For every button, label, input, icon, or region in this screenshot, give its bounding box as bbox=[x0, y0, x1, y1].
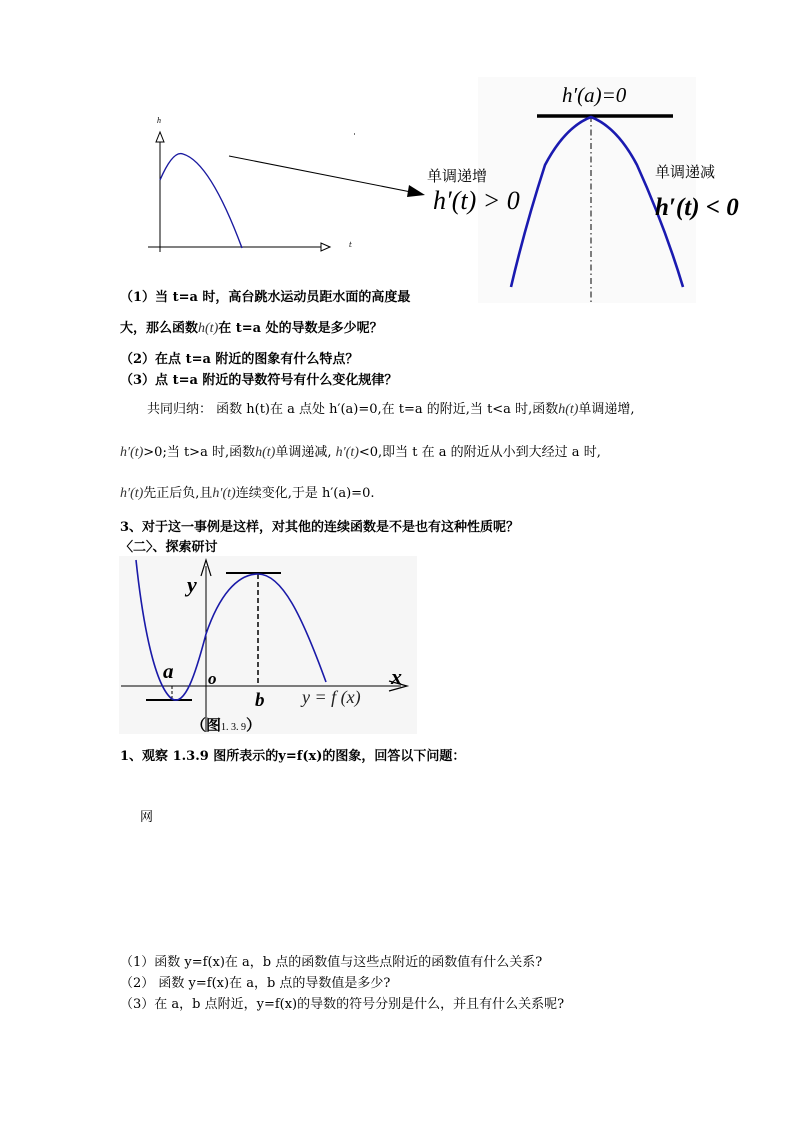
enlarged-curve-figure bbox=[425, 77, 755, 307]
function-figure bbox=[119, 556, 417, 736]
origin-label: o bbox=[208, 669, 217, 688]
observe-instruction: 1、观察 1.3.9 图所表示的y=f(x)的图象，回答以下问题： bbox=[120, 749, 466, 764]
question2-1: （1）函数 y=f(x)在 a，b 点的函数值与这些点附近的函数值有什么关系? bbox=[120, 955, 543, 970]
y-axis-arrow bbox=[156, 132, 164, 142]
summary-2-a: >0;当 t>a 时,函数 bbox=[143, 445, 256, 460]
y-axis-label: h bbox=[157, 116, 161, 125]
question-1a: （1）当 t=a 时，高台跳水运动员距水面的高度最 bbox=[120, 290, 411, 305]
curve-label: y = f (x) bbox=[302, 687, 361, 707]
right-label: 单调递减 bbox=[655, 165, 716, 181]
question2-3: （3）在 a，b 点附近，y=f(x)的导数的符号分别是什么，并且有什么关系呢? bbox=[120, 997, 565, 1012]
stray-dot bbox=[354, 133, 355, 135]
summary-2-func-1: h′(t) bbox=[120, 445, 144, 460]
section-heading: 〈二〉、探索研讨 bbox=[120, 540, 218, 555]
x-axis-t-label: t bbox=[349, 241, 352, 249]
right-formula: h′(t) < 0 bbox=[655, 194, 739, 221]
summary-2-b: 单调递减, bbox=[275, 445, 332, 460]
left-formula: h′(t) > 0 bbox=[433, 186, 520, 215]
question-3: （3）点 t=a 附近的导数符号有什么变化规律？ bbox=[120, 373, 398, 388]
summary-1-prefix: 共同归纳： 函数 h(t)在 a 点处 h′(a)=0,在 t=a 的附近,当 t<a 时,函数 bbox=[147, 402, 559, 417]
figure-caption bbox=[191, 716, 261, 734]
left-label: 单调递增 bbox=[427, 169, 488, 185]
summary-line-3 bbox=[120, 482, 374, 502]
summary-1-func: h(t) bbox=[558, 402, 579, 417]
question2-2: （2） 函数 y=f(x)在 a，b 点的导数值是多少? bbox=[120, 976, 391, 991]
a-label: a bbox=[163, 659, 174, 683]
summary-2-func-3: h′(t) bbox=[335, 445, 359, 460]
caption-number: 1. 3. 9 bbox=[221, 722, 247, 733]
pointing-arrow bbox=[225, 150, 435, 210]
question-1b bbox=[120, 317, 383, 337]
top-label: h′(a)=0 bbox=[562, 83, 627, 107]
caption-open: （图 bbox=[191, 718, 222, 734]
summary-1-suffix: 单调递增, bbox=[578, 402, 635, 417]
summary-3-func-1: h′(t) bbox=[120, 486, 144, 501]
summary-3-a: 先正后负,且 bbox=[143, 486, 213, 501]
x-label: x bbox=[391, 664, 402, 689]
question-1b-func: h(t) bbox=[198, 321, 219, 336]
b-label: b bbox=[255, 690, 265, 711]
x-axis-arrow bbox=[321, 243, 330, 251]
caption-close: ） bbox=[246, 718, 262, 734]
stray-character: 网 bbox=[140, 810, 154, 825]
summary-line-1 bbox=[147, 398, 635, 418]
summary-2-c: <0,即当 t 在 a 的附近从小到大经过 a 时, bbox=[358, 445, 601, 460]
summary-3-b: 连续变化,于是 h′(a)=0. bbox=[235, 486, 375, 501]
question-1b-suffix: 在 t=a 处的导数是多少呢？ bbox=[218, 321, 383, 336]
question-1b-prefix: 大，那么函数 bbox=[120, 321, 199, 336]
summary-3-func-2: h′(t) bbox=[212, 486, 236, 501]
y-label: y bbox=[187, 572, 197, 597]
question-2: （2）在点 t=a 附近的图象有什么特点？ bbox=[120, 352, 359, 367]
summary-line-2 bbox=[120, 441, 601, 461]
item-3: 3、对于这一事例是这样，对其他的连续函数是不是也有这种性质呢？ bbox=[120, 520, 520, 535]
summary-2-func-2: h(t) bbox=[255, 445, 276, 460]
